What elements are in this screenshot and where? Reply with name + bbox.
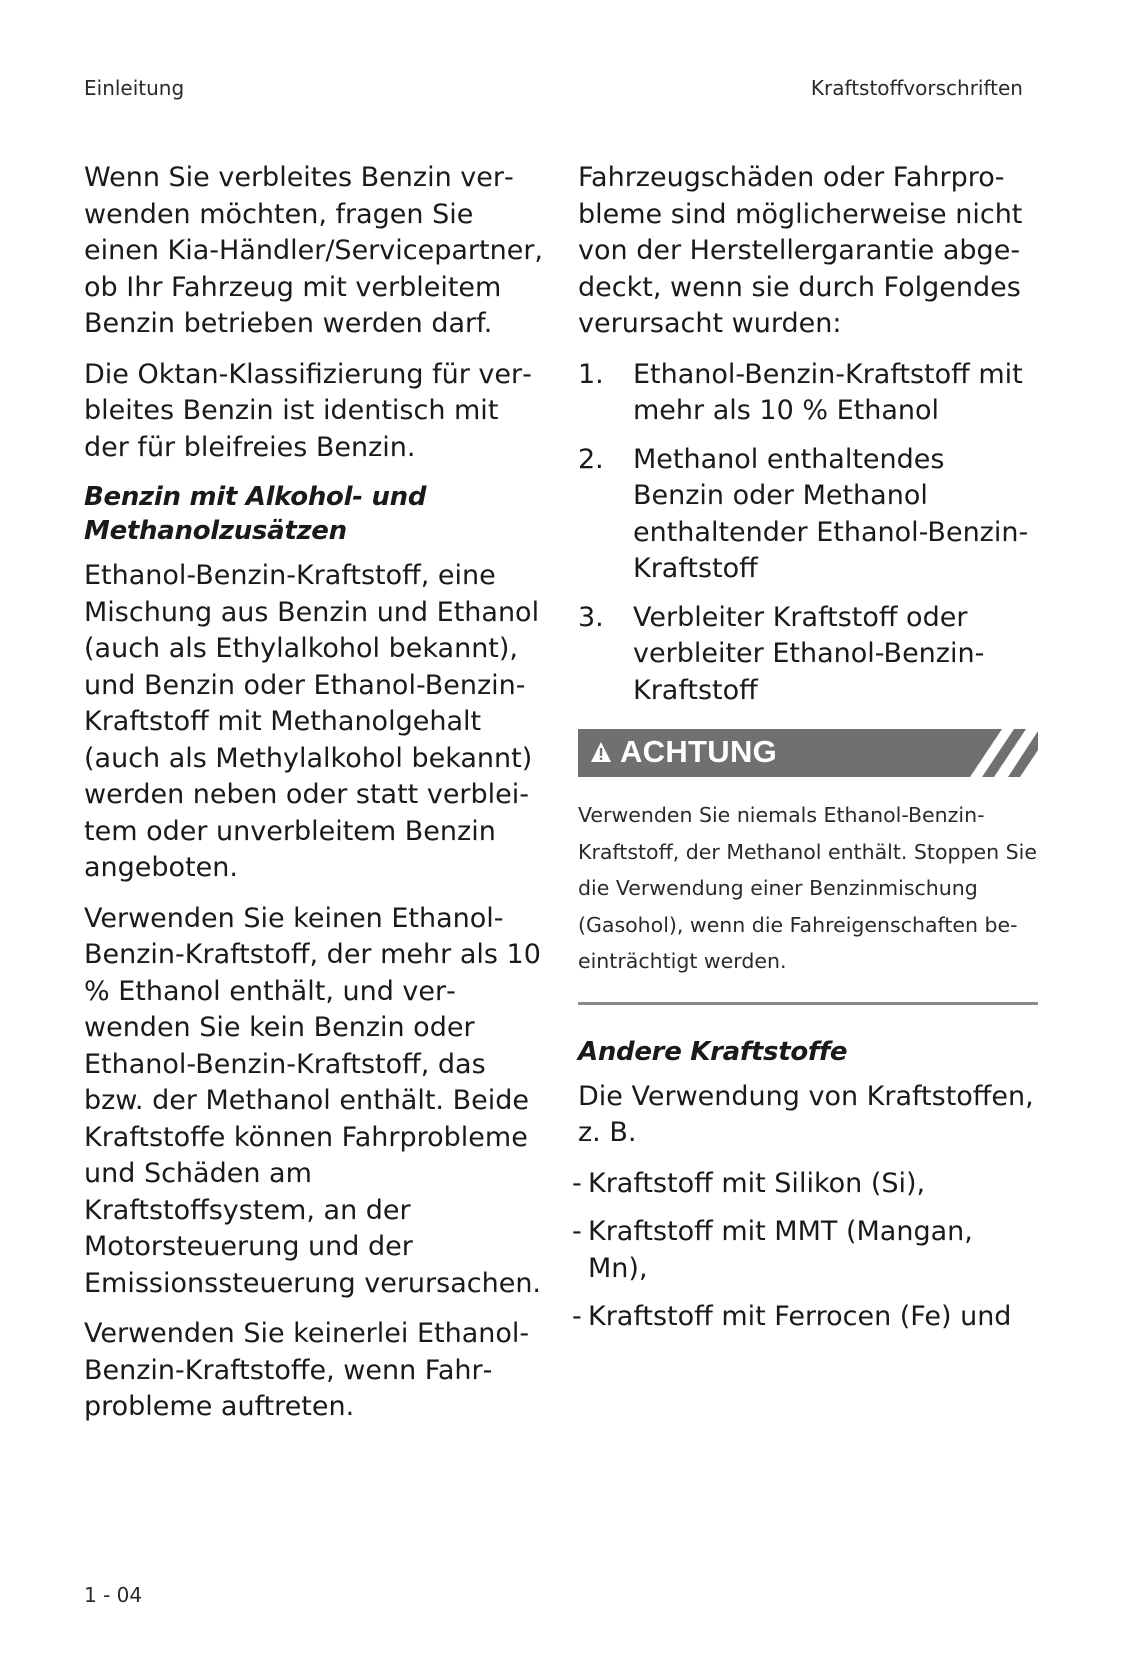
list-item [578, 357, 1038, 430]
list-number: 1. [578, 358, 604, 390]
warning-triangle-icon [590, 741, 612, 763]
dash-bullet: - [572, 1167, 582, 1199]
list-item [572, 1299, 1038, 1336]
list-number: 3. [578, 601, 604, 633]
heading-other-fuels: Andere Kraftstoffe [578, 1036, 848, 1067]
paragraph-ethanol-limit: Verwenden Sie keinen Ethanol-Benzin-Kraftstoff, der mehr als 10 % Ethanol enthält, und verwenden Sie kein Benzin oder Ethanol-Benzin-Kraftstoff, das bzw. der Methanol enthält. Beide Kraftstoffe können Fahrprobleme und Schäden am Kraftstoffsystem, an der Motorsteuerung und der Emissionssteuerung verursachen. [84, 902, 542, 1299]
warning-title: ACHTUNG [620, 734, 778, 769]
dash-list [572, 1166, 1038, 1336]
warning-banner [578, 729, 1038, 777]
heading-line-1: Benzin mit Alkohol- und [84, 482, 427, 512]
list-text: Ethanol-Benzin-Kraftstoff mit mehr als 10 % Ethanol [633, 358, 1023, 426]
list-text: Verbleiter Kraftstoff oder verbleiter Ethanol-Benzin-Kraftstoff [633, 601, 985, 706]
list-text: Methanol enthaltendes Benzin oder Methanol enthaltender Ethanol-Benzin-Kraftstoff [633, 443, 1029, 584]
list-item [578, 600, 1038, 710]
page-number: 1 - 04 [84, 1583, 143, 1607]
dash-bullet: - [572, 1216, 582, 1247]
left-column [84, 160, 544, 1440]
warning-text: Verwenden Sie niemals Ethanol-Benzin-Kraftstoff, der Methanol enthält. Stoppen Sie die Verwendung einer Benzinmischung (Gasohol), wenn die Fahreigenschaften beeinträchtigt werden. [578, 803, 1037, 973]
paragraph-other-fuels: Die Verwendung von Kraftstoffen, z. B. [578, 1080, 1034, 1148]
paragraph-warranty: Fahrzeugschäden oder Fahrprobleme sind möglicherweise nicht von der Herstellergarantie abgedeckt, wenn sie durch Folgendes verursacht wurden: [578, 162, 1023, 339]
heading-line-2: Methanolzusätzen [84, 516, 347, 546]
list-item [572, 1166, 1038, 1203]
list-item [578, 442, 1038, 588]
list-item [572, 1214, 1038, 1287]
divider [578, 1002, 1038, 1005]
list-text: Kraftstoff mit Ferrocen (Fe) und [588, 1301, 1012, 1332]
paragraph-ethanol-blends: Ethanol-Benzin-Kraftstoff, eine Mischung aus Benzin und Ethanol (auch als Ethylalkohol bekannt), und Benzin oder Ethanol-Benzin-Kraftstoff mit Methanolgehalt (auch als Methylalkohol bekannt) werden neben oder statt verbleitem oder unverbleitem Benzin angeboten. [84, 560, 540, 883]
list-text: Kraftstoff mit Silikon (Si), [588, 1167, 926, 1199]
heading-alcohol-methanol [84, 480, 544, 548]
paragraph-leaded-fuel: Wenn Sie verbleites Benzin verwenden möchten, fragen Sie einen Kia-Händler/Servicepartner, ob Ihr Fahrzeug mit verbleitem Benzin betrieben werden darf. [84, 162, 543, 339]
running-header-title: Kraftstoffvorschriften [810, 76, 1023, 100]
list-text: Kraftstoff mit MMT (Mangan, Mn), [588, 1216, 973, 1284]
paragraph-driving-problems: Verwenden Sie keinerlei Ethanol-Benzin-Kraftstoffe, wenn Fahrprobleme auftreten. [84, 1318, 530, 1422]
running-header-section: Einleitung [84, 76, 185, 100]
paragraph-octane: Die Oktan-Klassifizierung für verbleites Benzin ist identisch mit der für bleifreies Benzin. [84, 358, 532, 463]
numbered-list [578, 357, 1038, 710]
right-column [572, 160, 1038, 1348]
dash-bullet: - [572, 1301, 582, 1332]
list-number: 2. [578, 443, 604, 475]
warning-stripes [958, 729, 1038, 777]
